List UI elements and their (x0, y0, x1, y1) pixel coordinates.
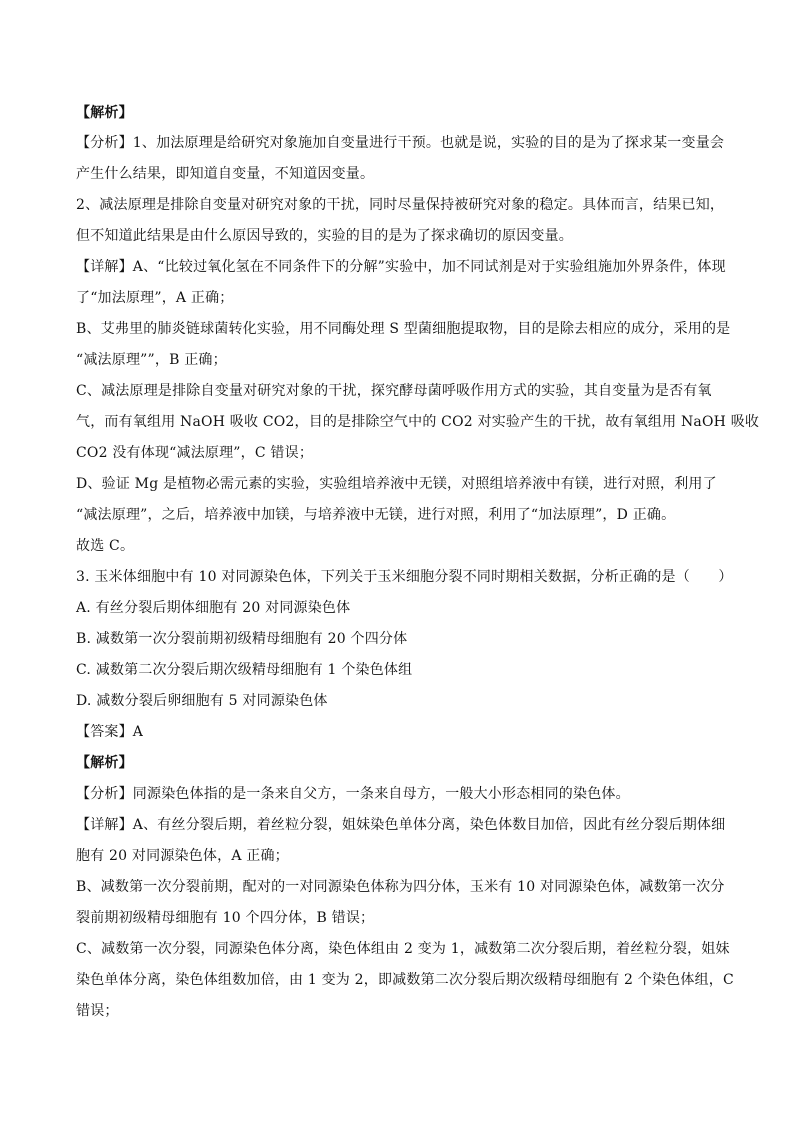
section-heading-analysis: 【解析】 (76, 755, 133, 771)
detail-paragraph: 胞有 20 对同源染色体，A 正确； (76, 848, 289, 864)
detail-paragraph: 错误； (76, 1003, 119, 1019)
detail-paragraph: CO2 没有体现“减法原理”，C 错误； (76, 445, 314, 461)
analysis-paragraph: 【分析】1、加法原理是给研究对象施加自变量进行干预。也就是说，实验的目的是为了探求某一变量会 (76, 135, 725, 151)
conclusion-text: 故选 C。 (76, 538, 135, 554)
option-a: A. 有丝分裂后期体细胞有 20 对同源染色体 (76, 600, 351, 616)
detail-paragraph: “减法原理””，B 正确； (76, 352, 227, 368)
analysis-paragraph: 【分析】同源染色体指的是一条来自父方，一条来自母方，一般大小形态相同的染色体。 (76, 786, 630, 802)
detail-paragraph: 气，而有氧组用 NaOH 吸收 CO2，目的是排除空气中的 CO2 对实验产生的干扰，故有氧组用 NaOH 吸收 (76, 414, 760, 430)
detail-paragraph: C、减法原理是排除自变量对研究对象的干扰，探究酵母菌呼吸作用方式的实验，其自变量为是否有氧 (76, 383, 712, 399)
analysis-paragraph: 但不知道此结果是由什么原因导致的，实验的目的是为了探求确切的原因变量。 (76, 228, 573, 244)
detail-paragraph: “减法原理”，之后，培养液中加镁，与培养液中无镁，进行对照，利用了“加法原理”，D 正确。 (76, 507, 676, 523)
detail-paragraph: 裂前期初级精母细胞有 10 个四分体，B 错误； (76, 910, 375, 926)
detail-paragraph: C、减数第一次分裂，同源染色体分离，染色体组由 2 变为 1，减数第二次分裂后期，着丝粒分裂，姐妹 (76, 941, 730, 957)
analysis-paragraph: 产生什么结果，即知道自变量，不知道因变量。 (76, 166, 375, 182)
detail-paragraph: 了“加法原理”，A 正确； (76, 290, 234, 306)
section-heading-analysis: 【解析】 (76, 105, 133, 121)
analysis-paragraph: 2、减法原理是排除自变量对研究对象的干扰，同时尽量保持被研究对象的稳定。具体而言，结果已知， (76, 197, 725, 213)
detail-paragraph: D、验证 Mg 是植物必需元素的实验，实验组培养液中无镁，对照组培养液中有镁，进行对照，利用了 (76, 476, 717, 492)
detail-paragraph: 【详解】A、“比较过氧化氢在不同条件下的分解”实验中，加不同试剂是对于实验组施加外界条件，体现 (76, 259, 726, 275)
detail-paragraph: B、艾弗里的肺炎链球菌转化实验，用不同酶处理 S 型菌细胞提取物，目的是除去相应的成分，采用的是 (76, 321, 731, 337)
detail-paragraph: B、减数第一次分裂前期，配对的一对同源染色体称为四分体，玉米有 10 对同源染色体，减数第一次分 (76, 879, 725, 895)
option-c: C. 减数第二次分裂后期次级精母细胞有 1 个染色体组 (76, 662, 413, 678)
option-d: D. 减数分裂后卵细胞有 5 对同源染色体 (76, 693, 328, 709)
detail-paragraph: 【详解】A、有丝分裂后期，着丝粒分裂，姐妹染色单体分离，染色体数目加倍，因此有丝分裂后期体细 (76, 817, 726, 833)
answer-line: 【答案】A (76, 724, 144, 740)
option-b: B. 减数第一次分裂前期初级精母细胞有 20 个四分体 (76, 631, 408, 647)
question-stem: 3. 玉米体细胞中有 10 对同源染色体，下列关于玉米细胞分裂不同时期相关数据，分析正确的是（ ） (76, 569, 733, 585)
detail-paragraph: 染色单体分离，染色体组数加倍，由 1 变为 2，即减数第二次分裂后期次级精母细胞有 2 个染色体组，C (76, 972, 734, 988)
